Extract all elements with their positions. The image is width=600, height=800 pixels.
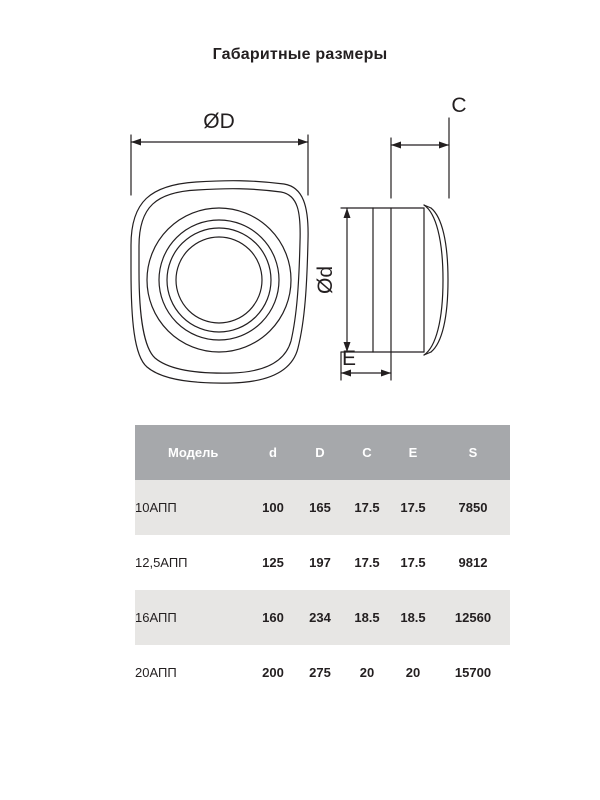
table-row <box>135 645 510 700</box>
cell-E: 20 <box>405 665 421 680</box>
cell-C: 17.5 <box>354 500 380 515</box>
table-row <box>135 480 510 535</box>
cell-C: 17.5 <box>354 555 380 570</box>
cell-E: 17.5 <box>400 555 426 570</box>
cell-model: 20АПП <box>135 665 177 680</box>
cell-S: 15700 <box>454 665 492 680</box>
dimension-drawing <box>0 80 600 410</box>
th-d: d <box>269 445 277 460</box>
cell-D: 234 <box>309 610 331 625</box>
cell-D: 165 <box>309 500 331 515</box>
cell-D: 197 <box>309 555 331 570</box>
label-collar-e: E <box>341 347 357 370</box>
cell-d: 125 <box>262 555 284 570</box>
specs-table-wrapper <box>135 425 510 700</box>
th-E: E <box>408 445 418 460</box>
cell-C: 18.5 <box>354 610 380 625</box>
th-D: D <box>315 445 325 460</box>
th-model: Модель <box>168 445 219 460</box>
cell-d: 160 <box>262 610 284 625</box>
table-header <box>135 425 510 480</box>
table-row <box>135 590 510 645</box>
label-depth-c: C <box>451 94 467 117</box>
cell-S: 12560 <box>454 610 492 625</box>
cell-model: 10АПП <box>135 500 177 515</box>
cell-d: 200 <box>262 665 284 680</box>
label-inner-diameter: Ød <box>314 265 337 295</box>
cell-E: 18.5 <box>400 610 426 625</box>
cell-d: 100 <box>262 500 284 515</box>
table-row <box>135 535 510 590</box>
th-C: C <box>362 445 372 460</box>
table-header-row <box>135 425 510 480</box>
cell-model: 12,5АПП <box>135 555 188 570</box>
cell-S: 7850 <box>458 500 488 515</box>
th-S: S <box>468 445 478 460</box>
cell-D: 275 <box>309 665 331 680</box>
cell-E: 17.5 <box>400 500 426 515</box>
specs-table <box>135 425 510 700</box>
page-title: Габаритные размеры <box>212 46 388 63</box>
cell-C: 20 <box>359 665 375 680</box>
label-outer-diameter: ØD <box>203 110 235 133</box>
cell-model: 16АПП <box>135 610 177 625</box>
cell-S: 9812 <box>458 555 488 570</box>
table-body <box>135 480 510 700</box>
